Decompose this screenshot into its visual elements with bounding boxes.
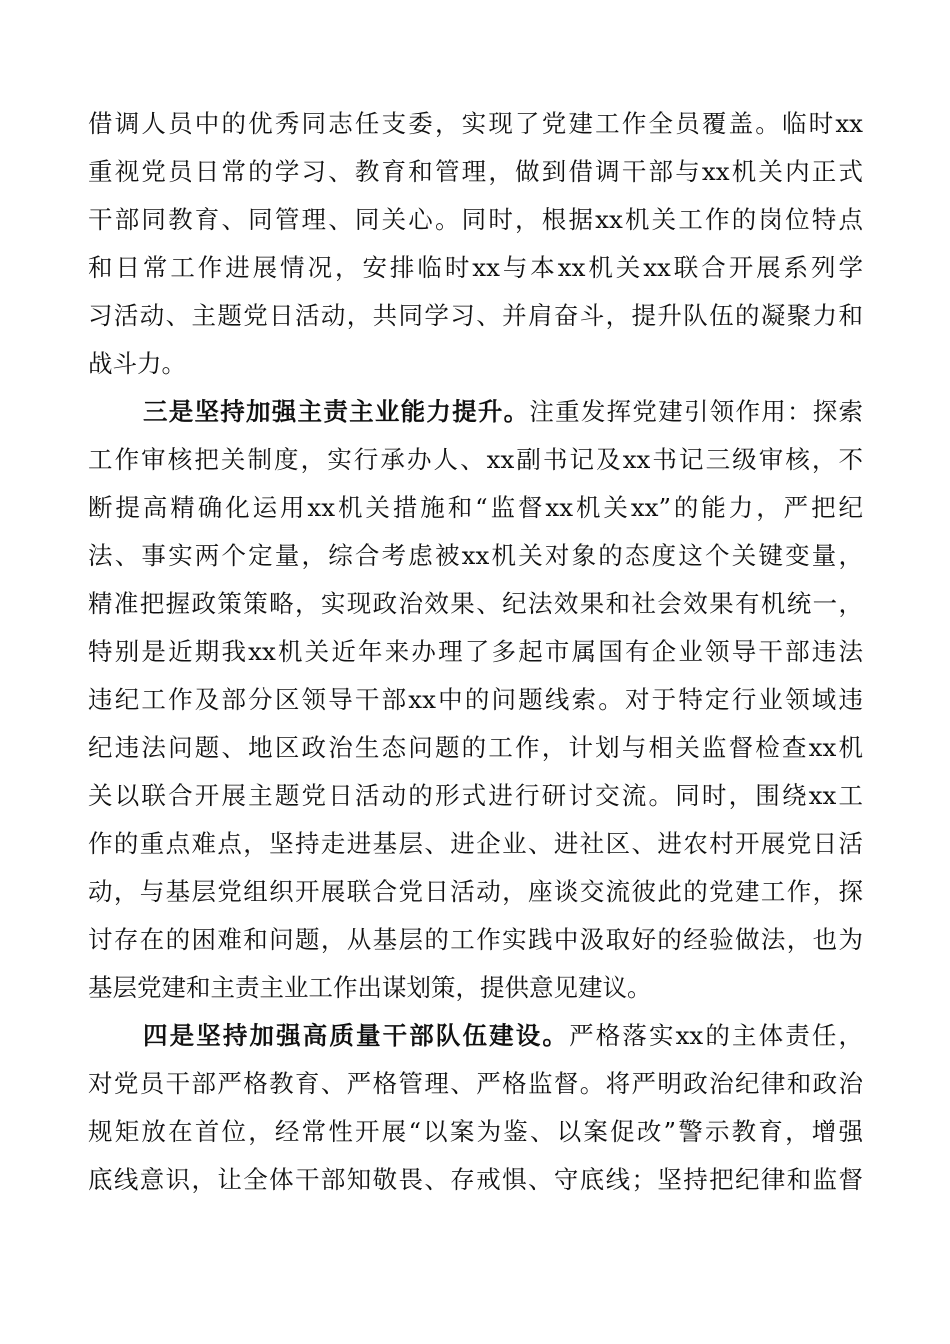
text-line: 动，与基层党组织开展联合党日活动，座谈交流彼此的党建工作，探 [88, 877, 863, 906]
text-line: 关以联合开展主题党日活动的形式进行研讨交流。同时，围绕xx工 [88, 781, 863, 810]
paragraph-heading-line: 四是坚持加强高质量干部队伍建设。严格落实xx的主体责任， [143, 1021, 864, 1050]
text-line: 战斗力。 [88, 349, 186, 378]
text-line: 基层党建和主责主业工作出谋划策，提供意见建议。 [88, 973, 652, 1002]
paragraph-lead: 三是坚持加强主责主业能力提升。 [143, 397, 530, 426]
text-line: 干部同教育、同管理、同关心。同时，根据xx机关工作的岗位特点 [88, 205, 863, 234]
paragraph-heading-line: 三是坚持加强主责主业能力提升。注重发挥党建引领作用：探索 [143, 397, 864, 426]
paragraph-lead: 四是坚持加强高质量干部队伍建设。 [143, 1021, 570, 1050]
text-line: 重视党员日常的学习、教育和管理，做到借调干部与xx机关内正式 [88, 157, 863, 186]
text-line: 习活动、主题党日活动，共同学习、并肩奋斗，提升队伍的凝聚力和 [88, 301, 863, 330]
text-line: 对党员干部严格教育、严格管理、严格监督。将严明政治纪律和政治 [88, 1069, 863, 1098]
text-line: 底线意识，让全体干部知敬畏、存戒惧、守底线；坚持把纪律和监督 [88, 1165, 863, 1194]
text-line: 违纪工作及部分区领导干部xx中的问题线索。对于特定行业领域违 [88, 685, 863, 714]
text-line: 特别是近期我xx机关近年来办理了多起市属国有企业领导干部违法 [88, 637, 863, 666]
text-line: 作的重点难点，坚持走进基层、进企业、进社区、进农村开展党日活 [88, 829, 863, 858]
text-line: 和日常工作进展情况，安排临时xx与本xx机关xx联合开展系列学 [88, 253, 863, 282]
text-line: 规矩放在首位，经常性开展“以案为鉴、以案促改”警示教育，增强 [88, 1117, 863, 1146]
text-line: 法、事实两个定量，综合考虑被xx机关对象的态度这个关键变量， [88, 541, 863, 570]
text-line: 借调人员中的优秀同志任支委，实现了党建工作全员覆盖。临时xx [88, 109, 863, 138]
text-line: 断提高精确化运用xx机关措施和“监督xx机关xx”的能力，严把纪 [88, 493, 863, 522]
text-line: 讨存在的困难和问题，从基层的工作实践中汲取好的经验做法，也为 [88, 925, 863, 954]
text-line: 精准把握政策策略，实现政治效果、纪法效果和社会效果有机统一， [88, 589, 863, 618]
text-line: 工作审核把关制度，实行承办人、xx副书记及xx书记三级审核，不 [88, 445, 863, 474]
text-line: 纪违法问题、地区政治生态问题的工作，计划与相关监督检查xx机 [88, 733, 863, 762]
